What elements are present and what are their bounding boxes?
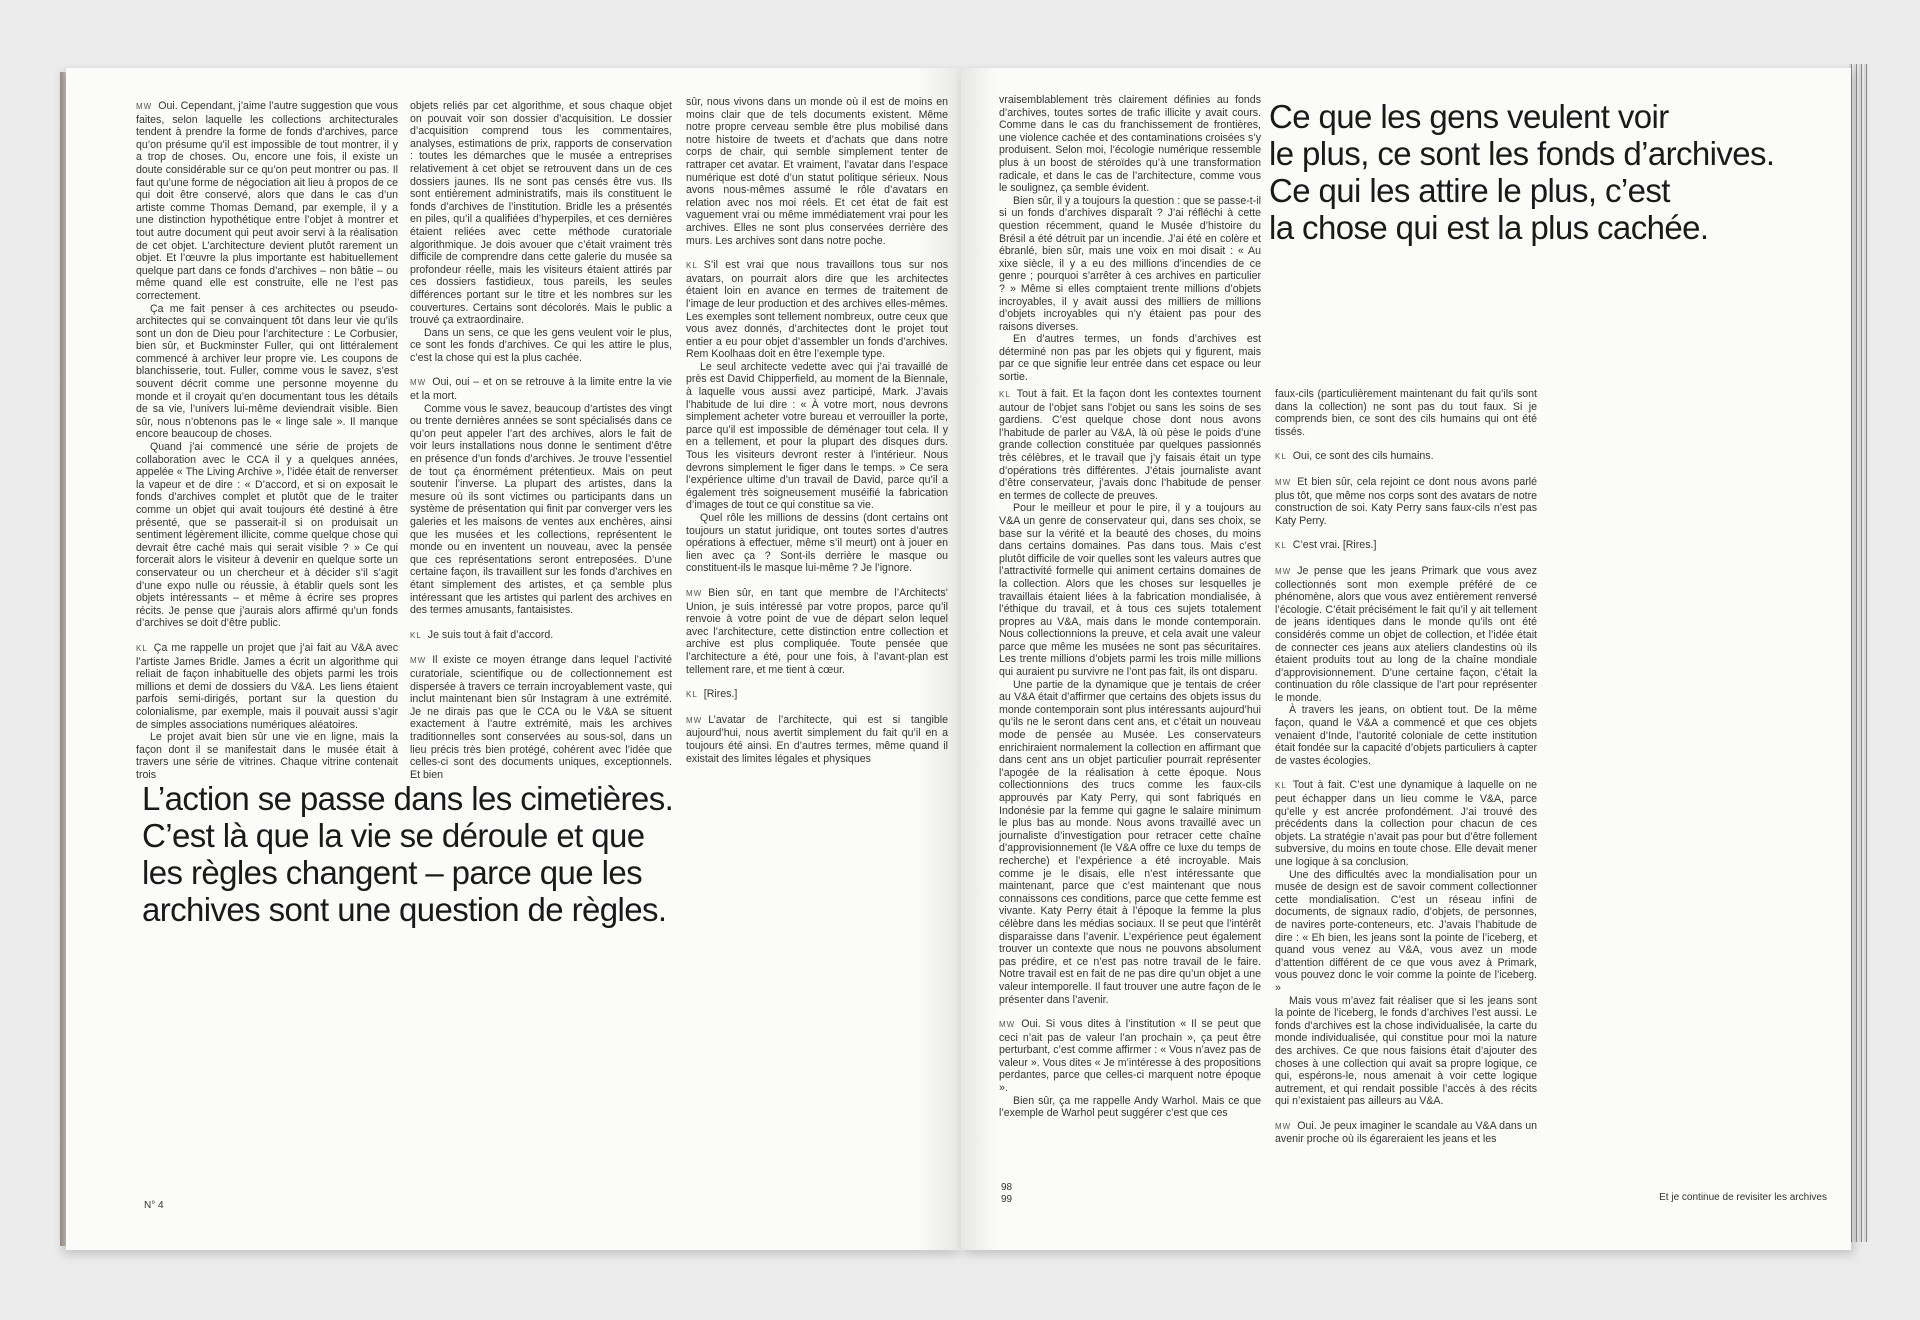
speaker-initials: MW bbox=[136, 102, 153, 111]
body-paragraph bbox=[410, 629, 672, 643]
body-paragraph bbox=[686, 688, 948, 702]
paragraph-gap bbox=[1275, 553, 1537, 565]
paragraph-gap bbox=[410, 617, 672, 629]
paragraph-gap bbox=[410, 642, 672, 654]
paragraph-text: [Rires.] bbox=[703, 688, 738, 701]
paragraph-text: Ça me rappelle un projet que j’ai fait au V&A avec l’artiste James Bridle. James a écrit un algorithme qui reliait de façon inhabituelle des objets parmi les trois millions et demi de dossiers du V&A. Les liens étaient parfois semi-dirigés, portant sur la question du colonialisme, par exemple, mais il pouvait aussi s’agir de simples associations numériques aléatoires. bbox=[136, 641, 398, 731]
right-page bbox=[961, 68, 1851, 1250]
body-paragraph bbox=[999, 679, 1261, 1006]
paragraph-text: En d’autres termes, un fonds d’archives est déterminé non pas par les objets qui y figurent, mais par ce que signifie leur entrée dans cet espace ou leur sortie. bbox=[999, 333, 1261, 384]
speaker-initials: MW bbox=[410, 378, 427, 388]
right-page-edge bbox=[1849, 64, 1869, 1242]
body-paragraph bbox=[1275, 779, 1537, 868]
paragraph-text: Oui, ce sont des cils humains. bbox=[1292, 450, 1434, 463]
body-paragraph bbox=[686, 361, 948, 512]
body-paragraph bbox=[686, 96, 948, 247]
body-paragraph bbox=[136, 642, 398, 731]
speaker-initials: KL bbox=[1275, 541, 1287, 551]
body-paragraph bbox=[1275, 388, 1537, 438]
paragraph-gap bbox=[1275, 464, 1537, 476]
paragraph-text: Ça me fait penser à ces architectes ou pseudo-architectes qui se convainquent tôt dans leur vie qu’ils sont un don de Dieu pour l’architecture : Le Corbusier, bien sûr, et Buckminster Fuller, qui ont littéralement commencé à archiver leur propre vie. Les coupons de blanchisserie, tout. Fuller, comme vous le savez, s’est souvent décrit comme une personne moyenne du monde et il croyait qu’en documentant tous les détails de sa vie, l’univers lui-même deviendrait visible. Bien sûr, nous n’obtenons pas le « linge sale ». Il manque encore beaucoup de choses. bbox=[136, 302, 398, 441]
speaker-initials: MW bbox=[1275, 566, 1292, 576]
body-paragraph bbox=[999, 388, 1261, 502]
paragraph-text: Oui. Je peux imaginer le scandale au V&A dans un avenir proche où ils égareraient les jeans et les bbox=[1275, 1119, 1537, 1146]
speaker-initials: KL bbox=[686, 261, 698, 271]
paragraph-text: Bien sûr, il y a toujours la question : que se passe-t-il si un fonds d’archives disparaît ? J’ai réfléchi à cette question récemment, quand le Musée d’histoire du Brésil a été détruit par un incendie. J’ai été en colère et ébranlé, bien sûr, mais une voix en moi disait : « Au xixe siècle, il y a eu des millions d’incendies de ce genre ; pourquoi s’arrêter à ces archives en particulier ? » Même si elles comptaient trente millions d’objets incroyables, il y avait aussi des milliers de millions d’objets incroyables qui n’y étaient pas pour des raisons diverses. bbox=[999, 194, 1261, 333]
right-column-1 bbox=[999, 388, 1261, 1120]
paragraph-gap bbox=[686, 247, 948, 259]
paragraph-text: Comme vous le savez, beaucoup d’artistes des vingt ou trente dernières années se sont spécialisés dans ce qu’on peut appeler l’art des archives, alors le fait de voir leurs installations nous donne le sentiment d’être en présence d’un fonds d’archives. Je trouve l’essentiel de tout ça énormément prétentieux. Mais on peut soutenir l’inverse. La plupart des artistes, dans la mesure où ils sont victimes ou participants dans un système de présentation qui finit par converger vers les galeries et les maisons de ventes aux enchères, ainsi que les musées et les collections, représentent le monde ou en inventent un nouveau, avec la pensée que ces représentations seront entreposées. D’une certaine façon, ils travaillent sur les fonds d’archives en étant simplement des artistes, et ça semble plus intéressant que les artistes qui parlent des archives en des termes amusants, fantaisistes. bbox=[410, 402, 672, 617]
body-paragraph bbox=[410, 654, 672, 781]
paragraph-text: sûr, nous vivons dans un monde où il est de moins en moins clair que de tels documents existent. Même notre propre cerveau semble être plus mobilisé dans notre histoire de tweets et d’achats que dans notre corps de chair, qui semble simplement tenter de rattraper cet avatar. Et vraiment, l’avatar dans l’espace numérique est doté d’un statut politique sérieux. Nous avons nous-mêmes assumé le rôle d’avatars en relation avec nos moi réels. Et cet état de fait est vaguement vrai ou même immédiatement vrai pour les archives. Elles ne sont plus conservées derrière des murs. Les archives sont dans notre poche. bbox=[686, 96, 948, 247]
pullquote-line: les règles changent – parce que les bbox=[142, 854, 643, 891]
body-paragraph bbox=[410, 327, 672, 365]
body-paragraph bbox=[136, 100, 398, 303]
body-paragraph bbox=[1275, 565, 1537, 705]
left-page bbox=[66, 68, 961, 1250]
body-paragraph bbox=[999, 502, 1261, 678]
body-paragraph bbox=[1275, 704, 1537, 767]
page-number-left: 98 bbox=[1001, 1182, 1013, 1193]
speaker-initials: KL bbox=[1275, 781, 1287, 791]
paragraph-text: Oui. Si vous dites à l’institution « Il se peut que ceci n’ait pas de valeur l’an prochain », ça peut être perturbant, c’est comme affirmer : « Vous n’avez pas de valeur ». Vous dites « Je m’intéresse à des propositions perdantes, parce que celles-ci marquent notre époque ». bbox=[999, 1018, 1261, 1095]
body-paragraph bbox=[999, 94, 1261, 195]
paragraph-text: Quand j’ai commencé une série de projets de collaboration avec le CCA il y a quelques années, appelée « The Living Archive », l’idée était de renverser la vapeur et de dire : « D’accord, et si on exposait le fonds d’archives complet et plutôt que de le traiter comme un objet qui avait toujours été destiné à être présenté, que se passerait-il si on produisait un sentiment légèrement illicite, comme quelque chose qui devrait être caché mais qui serait visible ? » Ce qui forcerait alors le visiteur à devenir en quelque sorte un conservateur ou un chercheur et à décider s’il s’agit d’une expo nulle ou réussie, à établir quels sont les objets intéressants – et même à écrire ses propres récits. Je pense que j’aurais alors affirmé qu’un fonds d’archives se doit d’être public. bbox=[136, 441, 398, 630]
speaker-initials: KL bbox=[410, 630, 422, 640]
page-number-right: 99 bbox=[1001, 1194, 1013, 1205]
paragraph-text: C’est vrai. [Rires.] bbox=[1292, 539, 1377, 552]
paragraph-gap bbox=[1275, 438, 1537, 450]
left-column-1 bbox=[136, 100, 398, 781]
paragraph-text: L’avatar de l’architecte, qui est si tangible aujourd’hui, nous avertit simplement du fait qu’il en a toujours été ainsi. En d’autres termes, même quand il existait des limites légales et physiques bbox=[686, 713, 948, 765]
paragraph-gap bbox=[686, 575, 948, 587]
pullquote-line: C’est là que la vie se déroule et que bbox=[142, 817, 645, 854]
paragraph-text: Une partie de la dynamique que je tentais de créer au V&A était d’affirmer que certains des objets issus du monde contemporain sont plus intéressants aujourd’hui qu’ils ne le seront dans cent ans, et c’était un nouveau mode de pensée au Musée. Les conservateurs enrichiraient normalement la collection en affirmant que dans cent ans un objet particulier pourrait représenter l’apogée de la réalisation à cette époque. Nous collectionnions des trucs comme les faux-cils approuvés par Katy Perry, qui sont fabriqués en Indonésie par la femme qui gagne le salaire minimum le plus bas au monde. Nous avons travaillé avec un journaliste d’investigation pour retracer cette chaîne d’approvisionnement (le V&A offre ce luxe du temps de recherche) et l’expérience a été incroyable. Mais comme je le disais, elle n’est intéressante que maintenant, parce que c’est maintenant que nous connaissons ces conditions, parce que cette femme est vivante. Katy Perry était à l’époque la femme la plus célèbre dans les médias sociaux. Il se peut que l’intérêt disparaisse dans l’avenir. L’expérience peut également trouver un contexte que nous ne pouvons absolument pas prédire, et ce n’est pas notre travail de le faire. Notre travail est en fait de ne pas dire qu’un objet a une valeur intemporelle. Il faut trouver une autre façon de le présenter dans l’avenir. bbox=[999, 678, 1261, 1006]
paragraph-text: Oui, oui – et on se retrouve à la limite entre la vie et la mort. bbox=[410, 376, 672, 403]
pullquote-line: L’action se passe dans les cimetières. bbox=[142, 780, 674, 817]
body-paragraph bbox=[136, 303, 398, 442]
body-paragraph bbox=[1275, 1120, 1537, 1146]
speaker-initials: MW bbox=[1275, 1121, 1292, 1131]
body-paragraph bbox=[999, 333, 1261, 383]
paragraph-text: faux-cils (particulièrement maintenant du fait qu’ils sont dans la collection) ne sont pas du tout faux. Si je comprends bien, ce sont des cils humains qui ont été tissés. bbox=[1275, 388, 1537, 438]
paragraph-text: Pour le meilleur et pour le pire, il y a toujours au V&A un genre de conservateur qui, dans ses choix, se base sur la vérité et la beauté des choses, du moins dans certains domaines. Pas dans tous. Mais c’est plutôt difficile de voir quelles sont les valeurs autres que l’attractivité formelle qui animent certains domaines de la collection. Alors que les choses sur lesquelles je travaillais étaient liées à la fabrication mondialisée, à l’éthique du travail, et à tous ces sujets totalement propres au V&A, mais dans le monde contemporain. Nous collectionnions la preuve, et cela avait une valeur parce que même les musées ne sont pas sécuritaires. Les trente millions d’objets parmi les trois mille millions qui auraient pu survivre ne l’ont pas fait, ils ont disparu. bbox=[999, 502, 1261, 679]
body-paragraph bbox=[410, 376, 672, 402]
paragraph-text: Je pense que les jeans Primark que vous avez collectionnés sont mon exemple préféré de ce phénomène, alors que vous avez entièrement renversé l’écologie. C’était précisément le fait qu’il y ait tellement de jeans identiques dans le monde qu’ils ont été considérés comme un objet de collection, et l’idée était de connecter ces jeans aux ateliers clandestins où ils étaient produits tout au long de la chaîne mondiale d’approvisionnement. D’une certaine façon, c’était la continuation du rôle classique de l’art pour représenter le monde. bbox=[1275, 564, 1537, 704]
paragraph-gap bbox=[999, 1006, 1261, 1018]
speaker-initials: KL bbox=[1275, 452, 1287, 462]
running-title: Et je continue de revisiter les archives bbox=[1659, 1192, 1827, 1203]
paragraph-text: Une des difficultés avec la mondialisation pour un musée de design est de savoir comment collectionner cette mondialisation. C’est un réseau infini de documents, de signaux radio, d’objets, de personnes, de navires porte-conteneurs, etc. J’avais l’habitude de dire : « Eh bien, les jeans sont la pointe de l’iceberg, et quand vous venez au V&A, vous avez un mode d’attention différent de ce que vous avez à Primark, vous pouvez donc le voir comme la pointe de l’iceberg. » bbox=[1275, 868, 1537, 994]
paragraph-text: Dans un sens, ce que les gens veulent voir le plus, ce sont les fonds d’archives. Ce qui les attire le plus, c’est la chose qui est la plus cachée. bbox=[410, 326, 672, 364]
pullquote-line: archives sont une question de règles. bbox=[142, 891, 667, 928]
paragraph-gap bbox=[686, 702, 948, 714]
right-column-1-top bbox=[999, 94, 1261, 384]
pullquote-line: Ce que les gens veulent voir bbox=[1269, 98, 1669, 135]
paragraph-text: S’il est vrai que nous travaillons tous sur nos avatars, on pourrait alors dire que les architectes étaient loin en avance en termes de traitement de l’image de leur production et des archives elles-mêmes. Les exemples sont tellement nombreux, outre ceux que vous avez donnés, d’architectes dont le projet tout entier a eu pour objet d’assembler un fonds d’archives. Rem Koolhaas doit en être l’exemple type. bbox=[686, 259, 948, 361]
issue-number: N° 4 bbox=[144, 1200, 164, 1211]
speaker-initials: MW bbox=[1275, 477, 1292, 487]
pullquote-line: Ce qui les attire le plus, c’est bbox=[1269, 172, 1670, 209]
speaker-initials: MW bbox=[686, 715, 703, 725]
paragraph-text: Quel rôle les millions de dessins (dont certains ont toujours un statut juridique, ont toutes sortes d’autres opérations à effectuer, même s’il meurt) ont à jouer en lien avec ça ? Sont-ils derrière le masque ou constituent-ils le masque lui-même ? Je l’ignore. bbox=[686, 512, 948, 575]
body-paragraph bbox=[410, 403, 672, 617]
paragraph-text: Le seul architecte vedette avec qui j’ai travaillé de près est David Chipperfield, au moment de la Biennale, à laquelle vous aussi avez participé, Mark. J’avais l’habitude de lui dire : « À votre mort, nous devrons simplement acheter votre bureau et verrouiller la porte, parce qu’il est impossible de déménager tout cela. Il y en a tellement, et pour la plupart des disques durs. Tous les visiteurs devront rester à l’intérieur. Nous devrons simplement le figer dans le temps. » Ce sera l’expérience ultime d’un travail de David, parce qu’il a également très soigneusement muséifié la fabrication d’images de tout ce qui constitue sa vie. bbox=[686, 360, 948, 512]
paragraph-text: Le projet avait bien sûr une vie en ligne, mais la façon dont il se manifestait dans le musée était à travers une série de vitrines. Chaque vitrine contenait trois bbox=[136, 731, 398, 781]
body-paragraph bbox=[686, 587, 948, 676]
speaker-initials: MW bbox=[410, 656, 427, 666]
paragraph-text: vraisemblablement très clairement définies au fonds d’archives, toutes sortes de trafic illicite y avait cours. Comme dans le cas du franchissement de frontières, une violence cachée et des contaminations croisées s’y produisent. Selon moi, l’écologie numérique ressemble plus à un boost de stéroïdes qu’à une transformation radicale, et dans le cas de l’architecture, comme vous le soulignez, ça semble évident. bbox=[999, 94, 1261, 195]
paragraph-text: Bien sûr, ça me rappelle Andy Warhol. Mais ce que l’exemple de Warhol peut suggérer c’est que ces bbox=[999, 1094, 1261, 1120]
body-paragraph bbox=[999, 1018, 1261, 1095]
body-paragraph bbox=[1275, 995, 1537, 1108]
right-pullquote bbox=[1269, 98, 1839, 246]
body-paragraph bbox=[1275, 450, 1537, 464]
left-column-3 bbox=[686, 96, 948, 765]
body-paragraph bbox=[999, 195, 1261, 334]
speaker-initials: MW bbox=[686, 588, 703, 598]
pullquote-line: la chose qui est la plus cachée. bbox=[1269, 209, 1709, 246]
paragraph-text: Tout à fait. Et la façon dont les contextes tournent autour de l’objet sans l’objet ou sans les soins de ses gardiens. C’est quelque chose dont nous avons l’habitude de parler au V&A, là où pèse le poids d’une grande collection constituée par quelques passionnés très célèbres, et le travail que j’y faisais était un type d’opérations très différentes. J’étais journaliste avant d’être conservateur, j’avais donc l’habitude de penser en termes de collecte de preuves. bbox=[999, 388, 1261, 502]
body-paragraph bbox=[1275, 539, 1537, 553]
body-paragraph bbox=[136, 731, 398, 781]
body-paragraph bbox=[1275, 476, 1537, 527]
body-paragraph bbox=[686, 714, 948, 765]
body-paragraph bbox=[686, 512, 948, 575]
paragraph-text: Tout à fait. C’est une dynamique à laquelle on ne peut échapper dans un lieu comme le V&A, parce qu’elle y est ancrée profondément. J’ai trouvé des précédents dans la collection pour chacun de ces objets. La stratégie n’avait pas pour but d’être follement subversive, du moins en toute chose. Elle devait mener une logique à sa conclusion. bbox=[1275, 779, 1537, 868]
body-paragraph bbox=[1275, 869, 1537, 995]
speaker-initials: MW bbox=[999, 1020, 1016, 1030]
speaker-initials: KL bbox=[686, 690, 698, 700]
paragraph-text: objets reliés par cet algorithme, et sous chaque objet on pouvait voir son dossier d’acquisition. Le dossier d’acquisition comprend tous les commentaires, analyses, estimations de prix, rapports de conservation : toutes les démarches que le musée a entreprises relativement à cet objet se retrouvent dans un de ces dossiers jaunes. Ils ne sont pas censés être vus. Ils sont entièrement administratifs, mais ils constituent le fonds d’archives de l’institution. Bridle les a présentés en piles, qu’il a qualifiées d’hyperpiles, et ces dernières étaient reliées avec cette méthode curatoriale algorithmique. Je dois avouer que c’était vraiment très difficile de comprendre dans cette galerie du musée sa profondeur réelle, mais les visiteurs étaient attirés par ces dossiers fastidieux, tous pareils, les seules différences portant sur le titre et les nombres sur les couvertures. Certains sont décolorés. Mais le public a trouvé ça extraordinaire. bbox=[410, 100, 672, 327]
paragraph-gap bbox=[136, 630, 398, 642]
left-column-2 bbox=[410, 100, 672, 781]
pullquote-line: le plus, ce sont les fonds d’archives. bbox=[1269, 135, 1775, 172]
left-pullquote bbox=[142, 780, 862, 928]
paragraph-text: Il existe ce moyen étrange dans lequel l’activité curatoriale, scientifique ou de collectionnement est dispersée à travers ce terrain incroyablement vaste, qui inclut maintenant bien sûr Instagram à une extrémité. Je ne dirais pas que le CCA ou le V&A se situent exactement à l’autre extrémité, mais les archives traditionnelles sont conservées au sous-sol, dans un lieu précis très bien protégé, cohérent avec l’idée que celles-ci sont des documents uniques, exceptionnels. Et bien bbox=[410, 654, 672, 781]
paragraph-gap bbox=[686, 676, 948, 688]
speaker-initials: KL bbox=[136, 643, 148, 653]
paragraph-text: Oui. Cependant, j’aime l’autre suggestion que vous faites, selon laquelle les collections architecturales tendent à prendre la forme de fonds d’archives, parce qu’on présume qu’il est impossible de tout montrer, il y a trop de choses. Ou, encore une fois, il existe un doute considérable sur ce qu’on peut montrer ou pas. Il faut qu’une forme de négociation ait lieu à propos de ce qui doit être conservé, alors que dans le cas d’un artiste comme Thomas Demand, par exemple, il y a une distinction hypothétique entre l’objet à montrer et tout autre document qui peut avoir servi à la réalisation de cet objet. L’architecture devient plutôt rarement un objet. Et l’œuvre la plus importante est habituellement quelque part dans ce fonds d’archives – non bâtie – ou même quand elle est construite, elle ne l’est pas correctement. bbox=[136, 100, 398, 302]
paragraph-gap bbox=[1275, 1108, 1537, 1120]
paragraph-gap bbox=[410, 364, 672, 376]
body-paragraph bbox=[686, 259, 948, 361]
paragraph-text: Bien sûr, en tant que membre de l’Architects’ Union, je suis intéressé par votre propos, parce qu’il renvoie à votre point de vue de départ selon lequel avec l’architecture, cette distinction entre collection et archive est plus compliquée. Toute pensée que l’architecture a été, pour une fois, à l’avant-plan est tellement rare, et me tient à cœur. bbox=[686, 586, 948, 676]
paragraph-text: Mais vous m’avez fait réaliser que si les jeans sont la pointe de l’iceberg, le fonds d’archives l’est aussi. Le fonds d’archives est la chose individualisée, la carte du monde individualisée, qui constitue pour moi la nature des archives. Ce que nous faisions était d’ajouter des choses à une collection qui avait sa propre logique, ce qui, espérons-le, nous amenait à voir cette logique autrement, et qui rendait possible l’accès à des récits qui n’existaient pas ailleurs au V&A. bbox=[1275, 994, 1537, 1108]
body-paragraph bbox=[999, 1095, 1261, 1120]
paragraph-gap bbox=[1275, 527, 1537, 539]
body-paragraph bbox=[410, 100, 672, 327]
speaker-initials: KL bbox=[999, 390, 1011, 399]
page-numbers bbox=[1001, 1182, 1012, 1206]
paragraph-gap bbox=[1275, 767, 1537, 779]
paragraph-text: Et bien sûr, cela rejoint ce dont nous avons parlé plus tôt, que même nos corps sont des avatars de notre construction de soi. Katy Perry sans faux-cils n’est pas Katy Perry. bbox=[1275, 475, 1537, 527]
body-paragraph bbox=[136, 441, 398, 630]
right-column-2 bbox=[1275, 388, 1537, 1146]
paragraph-text: À travers les jeans, on obtient tout. De la même façon, quand le V&A a commencé et que ces objets venaient d’Inde, l’autorité coloniale de cette institution était fondée sur la capacité d’objets particuliers à capter de vastes écologies. bbox=[1275, 704, 1537, 767]
paragraph-text: Je suis tout à fait d’accord. bbox=[427, 628, 554, 641]
